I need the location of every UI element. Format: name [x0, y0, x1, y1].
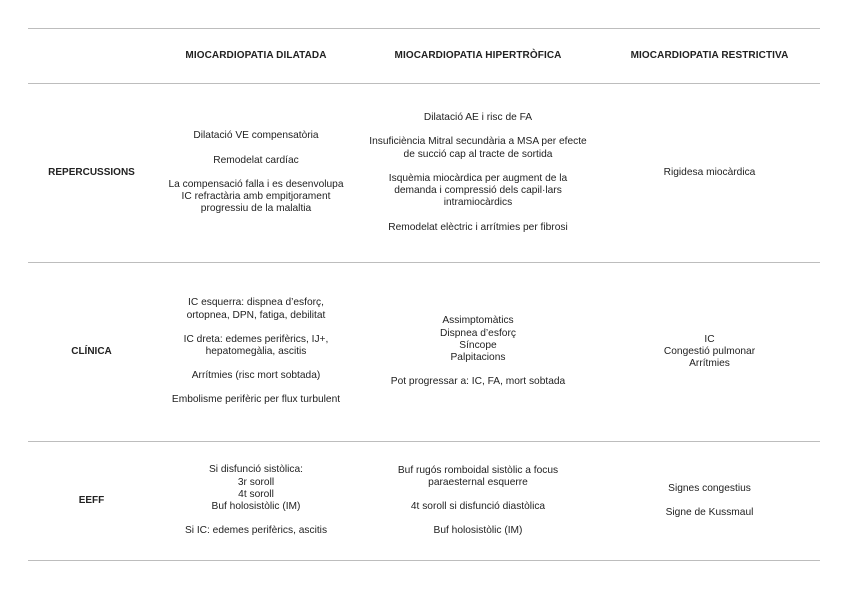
- cell-text: Dispnea d’esforç: [440, 327, 516, 339]
- row-label: CLÍNICA: [71, 345, 112, 357]
- cell-text: Dilatació VE compensatòria: [193, 130, 319, 142]
- row-eeff: [28, 441, 820, 561]
- cell-dilatada: [155, 263, 357, 441]
- cell-text: Isquèmia miocàrdica per augment de la demanda i compressió dels capil·lars intramiocàrdics: [388, 172, 568, 209]
- header-row: [28, 28, 820, 83]
- cell-text: Remodelat cardíac: [213, 154, 299, 166]
- header-empty: [28, 29, 155, 83]
- cell-lines: [209, 464, 303, 513]
- cell-text: 4t soroll: [238, 488, 274, 500]
- cell-text: Assimptomàtics: [442, 315, 514, 327]
- cell-text: Si IC: edemes perifèrics, ascitis: [184, 525, 328, 537]
- cell-text: Síncope: [459, 339, 497, 351]
- cell-text: Insuficiència Mitral secundària a MSA per efecte de succió cap al tracte de sortida: [369, 136, 587, 160]
- cell-text: IC: [704, 333, 715, 345]
- cell-text: Signe de Kussmaul: [665, 507, 754, 518]
- cell-text: Congestió pulmonar: [663, 345, 756, 357]
- cell-text: Buf holosistòlic (IM): [433, 525, 523, 537]
- cell-text: 4t soroll si disfunció diastòlica: [410, 501, 546, 512]
- cell-text: IC esquerra: dispnea d’esforç, ortopnea, DPN, fatiga, debilitat: [186, 297, 326, 321]
- row-label: REPERCUSSIONS: [48, 166, 135, 178]
- cell-lines: [440, 315, 516, 364]
- cell-text: Signes congestius: [668, 482, 751, 494]
- cell-text: Buf holosistòlic (IM): [211, 501, 301, 513]
- cell-text: 3r soroll: [237, 476, 275, 488]
- cell-restrictiva: [599, 84, 820, 262]
- cell-text: Si disfunció sistòlica:: [209, 464, 303, 476]
- cell-text: La compensació falla i es desenvolupa IC refractària amb empitjorament progressiu de la malaltia: [168, 178, 344, 215]
- cell-dilatada: [155, 442, 357, 560]
- cell-hipertrofica: [357, 263, 599, 441]
- cell-text: Palpitacions: [450, 352, 506, 364]
- cell-text: Arrítmies (risc mort sobtada): [191, 370, 321, 382]
- cell-text: Pot progressar a: IC, FA, mort sobtada: [390, 376, 566, 388]
- cell-text: Remodelat elèctric i arrítmies per fibrosi: [388, 221, 568, 233]
- cell-restrictiva: [599, 442, 820, 560]
- header-dilatada: MIOCARDIOPATIA DILATADA: [185, 49, 327, 61]
- header-restrictiva: MIOCARDIOPATIA RESTRICTIVA: [630, 49, 789, 61]
- cell-lines: [664, 334, 755, 371]
- cell-hipertrofica: [357, 442, 599, 560]
- cell-text: Dilatació AE i risc de FA: [423, 112, 533, 124]
- cell-text: Arrítmies: [689, 358, 730, 370]
- comparison-table: [28, 28, 820, 561]
- header-hipertrofica: MIOCARDIOPATIA HIPERTRÒFICA: [394, 49, 562, 61]
- cell-text: Buf rugós romboidal sistòlic a focus paraesternal esquerre: [397, 464, 559, 488]
- cell-text: Embolisme perifèric per flux turbulent: [171, 394, 341, 406]
- cell-restrictiva: [599, 263, 820, 441]
- row-clinica: [28, 262, 820, 441]
- cell-hipertrofica: [357, 84, 599, 262]
- cell-text: Rigidesa miocàrdica: [663, 166, 756, 178]
- cell-dilatada: [155, 84, 357, 262]
- cell-text: IC dreta: edemes perifèrics, IJ+, hepatomegàlia, ascitis: [183, 333, 329, 357]
- row-label: EEFF: [78, 494, 105, 506]
- row-repercussions: [28, 83, 820, 262]
